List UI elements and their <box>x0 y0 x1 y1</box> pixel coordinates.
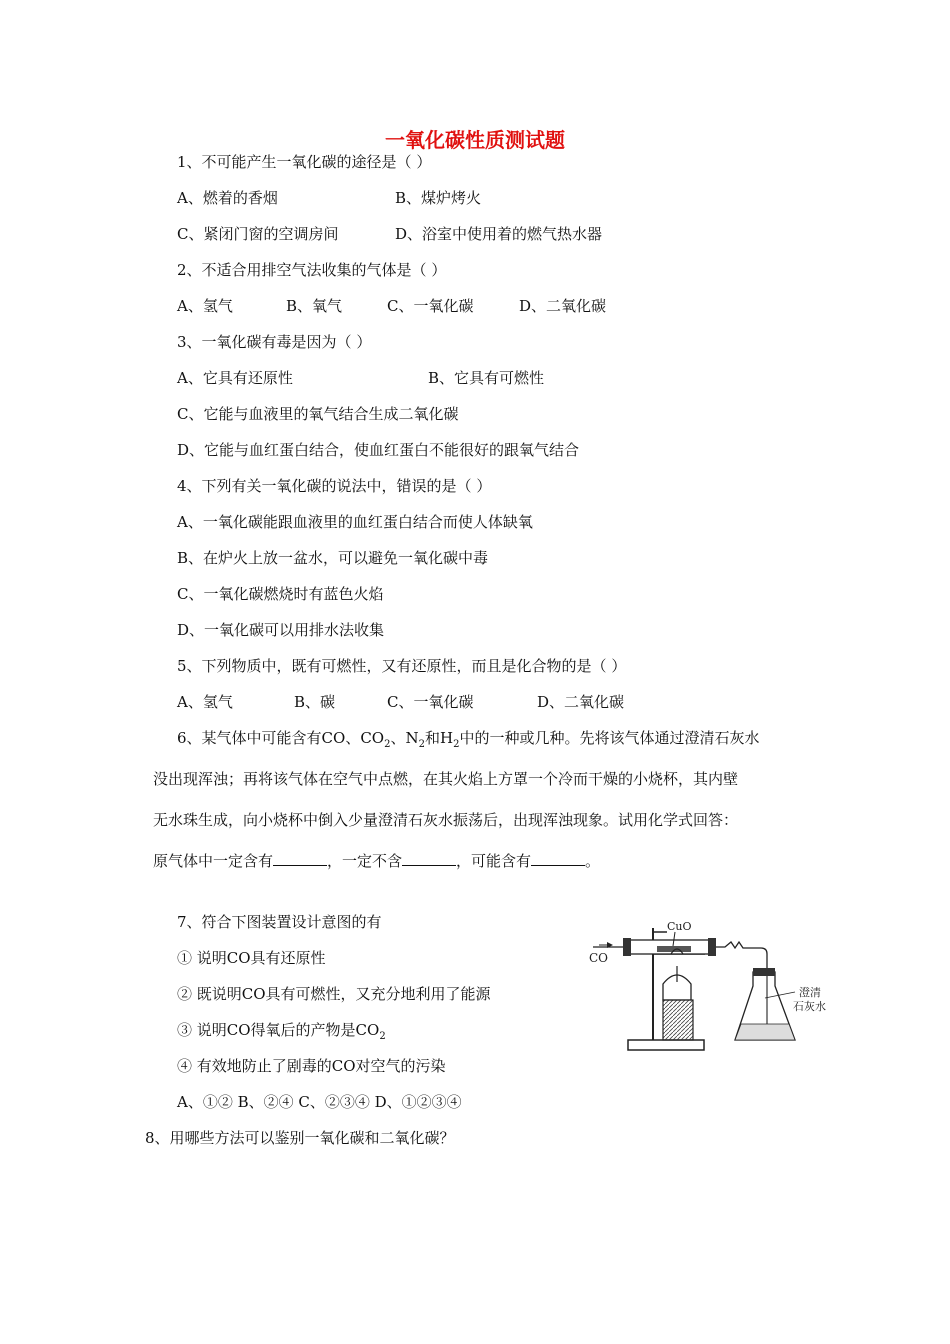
answer-blank-3 <box>531 851 585 866</box>
question-2-stem: 2、不适合用排空气法收集的气体是（ ） <box>177 261 447 279</box>
stand-base <box>628 1040 704 1050</box>
answer-blank-2 <box>402 851 456 866</box>
q4-option-d: D、一氧化碳可以用排水法收集 <box>177 621 385 639</box>
q3-option-d: D、它能与血红蛋白结合，使血红蛋白不能很好的跟氧气结合 <box>177 441 580 459</box>
q2-option-a: A、氢气 <box>177 297 233 315</box>
question-4-stem: 4、下列有关一氧化碳的说法中，错误的是（ ） <box>177 477 492 495</box>
q7-item-1: ① 说明CO具有还原性 <box>177 949 326 967</box>
limewater-label-line-2: 石灰水 <box>793 1000 826 1013</box>
q2-option-d: D、二氧化碳 <box>519 297 607 315</box>
question-6-line-3: 无水珠生成，向小烧杯中倒入少量澄清石灰水振荡后，出现浑浊现象。试用化学式回答： <box>153 811 739 829</box>
question-7-stem: 7、符合下图装置设计意图的有 <box>177 913 382 931</box>
question-6-line-1: 6、某气体中可能含有CO、$CO_2$、$N_2$和$H_2$中的一种或几种。先将该气体通过澄清石灰水 <box>177 729 760 750</box>
right-stopper <box>708 938 716 956</box>
q7-item-4: ④ 有效地防止了剧毒的CO对空气的污染 <box>177 1057 446 1075</box>
question-8-stem: 8、用哪些方法可以鉴别一氧化碳和二氧化碳？ <box>145 1129 455 1147</box>
answer-blank-1 <box>273 851 327 866</box>
q4-option-c: C、一氧化碳燃烧时有蓝色火焰 <box>177 585 384 603</box>
q5-option-a: A、氢气 <box>177 693 233 711</box>
question-6-line-4: 原气体中一定含有 ，一定不含 ，可能含有 。 <box>153 852 601 870</box>
question-6-line-2: 没出现浑浊；再将该气体在空气中点燃，在其火焰上方罩一个冷而干燥的小烧杯，其内壁 <box>153 770 739 788</box>
outlet-tube <box>716 942 767 972</box>
q4-option-b: B、在炉火上放一盆水，可以避免一氧化碳中毒 <box>177 549 489 567</box>
q7-item-3: ③ 说明CO得氧后的产物是$CO_2$ <box>177 1021 386 1042</box>
q5-option-c: C、一氧化碳 <box>387 693 474 711</box>
q1-option-c: C、紧闭门窗的空调房间 <box>177 225 339 243</box>
co-label: CO <box>589 951 609 965</box>
q3-option-a: A、它具有还原性 <box>177 369 293 387</box>
question-3-stem: 3、一氧化碳有毒是因为（ ） <box>177 333 372 351</box>
page-title: 一氧化碳性质测试题 <box>385 128 565 152</box>
limewater-label-line-1: 澄清 <box>799 986 821 999</box>
left-stopper <box>623 938 631 956</box>
q2-option-c: C、一氧化碳 <box>387 297 474 315</box>
q4-option-a: A、一氧化碳能跟血液里的血红蛋白结合而使人体缺氧 <box>177 513 533 531</box>
q3-option-c: C、它能与血液里的氧气结合生成二氧化碳 <box>177 405 459 423</box>
q1-option-b: B、煤炉烤火 <box>395 189 482 207</box>
q2-option-b: B、氧气 <box>286 297 343 315</box>
q5-option-b: B、碳 <box>294 693 336 711</box>
q7-item-2: ② 既说明CO具有可燃性，又充分地利用了能源 <box>177 985 491 1003</box>
lamp-block <box>663 1000 693 1040</box>
flask-stopper <box>753 968 775 976</box>
question-5-stem: 5、下列物质中，既有可燃性，又有还原性，而且是化合物的是（ ） <box>177 657 627 675</box>
q3-option-b: B、它具有可燃性 <box>428 369 545 387</box>
cuo-powder <box>657 946 691 952</box>
limewater <box>735 1024 795 1040</box>
q1-option-a: A、燃着的香烟 <box>177 189 278 207</box>
cuo-label: CuO <box>667 920 692 933</box>
co-reduction-apparatus-figure <box>585 912 845 1054</box>
q5-option-d: D、二氧化碳 <box>537 693 625 711</box>
q1-option-d: D、浴室中使用着的燃气热水器 <box>395 225 603 243</box>
question-1-stem: 1、不可能产生一氧化碳的途径是（ ） <box>177 153 432 171</box>
q7-answer-choices: A、①② B、②④ C、②③④ D、①②③④ <box>177 1093 462 1111</box>
